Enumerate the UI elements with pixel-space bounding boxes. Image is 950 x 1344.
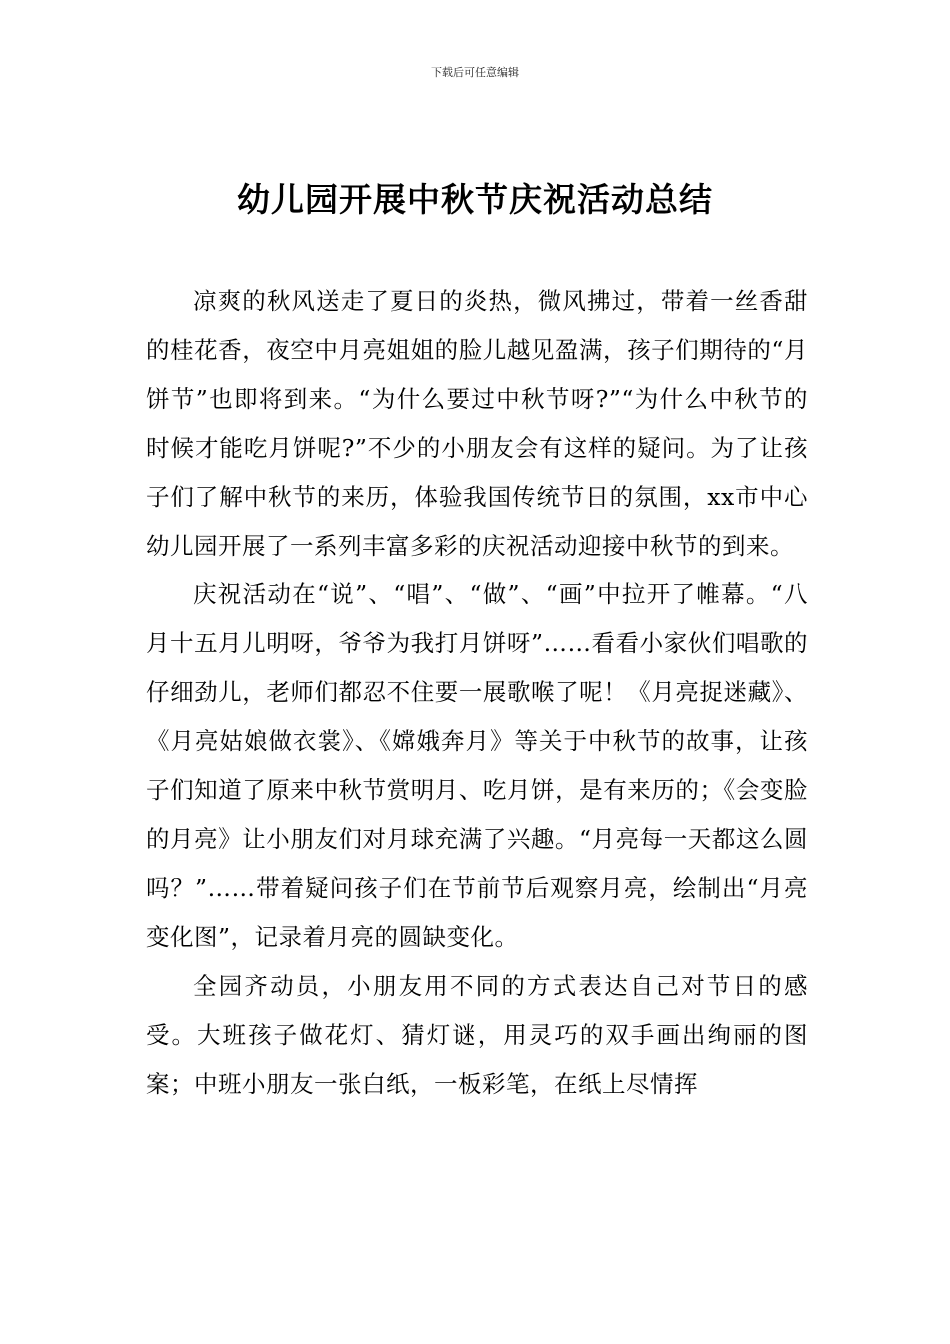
paragraph-2: 庆祝活动在“说”、“唱”、“做”、“画”中拉开了帷幕。“八月十五月儿明呀，爷爷为我打月饼呀”……看看小家伙们唱歌的仔细劲儿，老师们都忍不住要一展歌喉了呢！《月亮捉迷藏》、《月亮姑娘做衣裳》、《嫦娥奔月》等关于中秋节的故事，让孩子们知道了原来中秋节赏明月、吃月饼，是有来历的；《会变脸的月亮》让小朋友们对月球充满了兴趣。“月亮每一天都这么圆吗？”……带着疑问孩子们在节前节后观察月亮，绘制出“月亮变化图”，记录着月亮的圆缺变化。 xyxy=(146,580,808,951)
document-title: 幼儿园开展中秋节庆祝活动总结 xyxy=(237,180,713,219)
header-note: 下载后可任意编辑 xyxy=(431,66,519,79)
paragraph-1: 凉爽的秋风送走了夏日的炎热，微风拂过，带着一丝香甜的桂花香，夜空中月亮姐姐的脸儿越见盈满，孩子们期待的“月饼节”也即将到来。“为什么要过中秋节呀?”“为什么中秋节的时候才能吃月饼呢?”不少的小朋友会有这样的疑问。为了让孩子们了解中秋节的来历，体验我国传统节日的氛围，xx市中心幼儿园开展了一系列丰富多彩的庆祝活动迎接中秋节的到来。 xyxy=(146,287,808,560)
document-body xyxy=(146,277,808,1108)
paragraph-3: 全园齐动员，小朋友用不同的方式表达自己对节日的感受。大班孩子做花灯、猜灯谜，用灵巧的双手画出绚丽的图案；中班小朋友一张白纸，一板彩笔，在纸上尽情挥 xyxy=(146,971,808,1098)
